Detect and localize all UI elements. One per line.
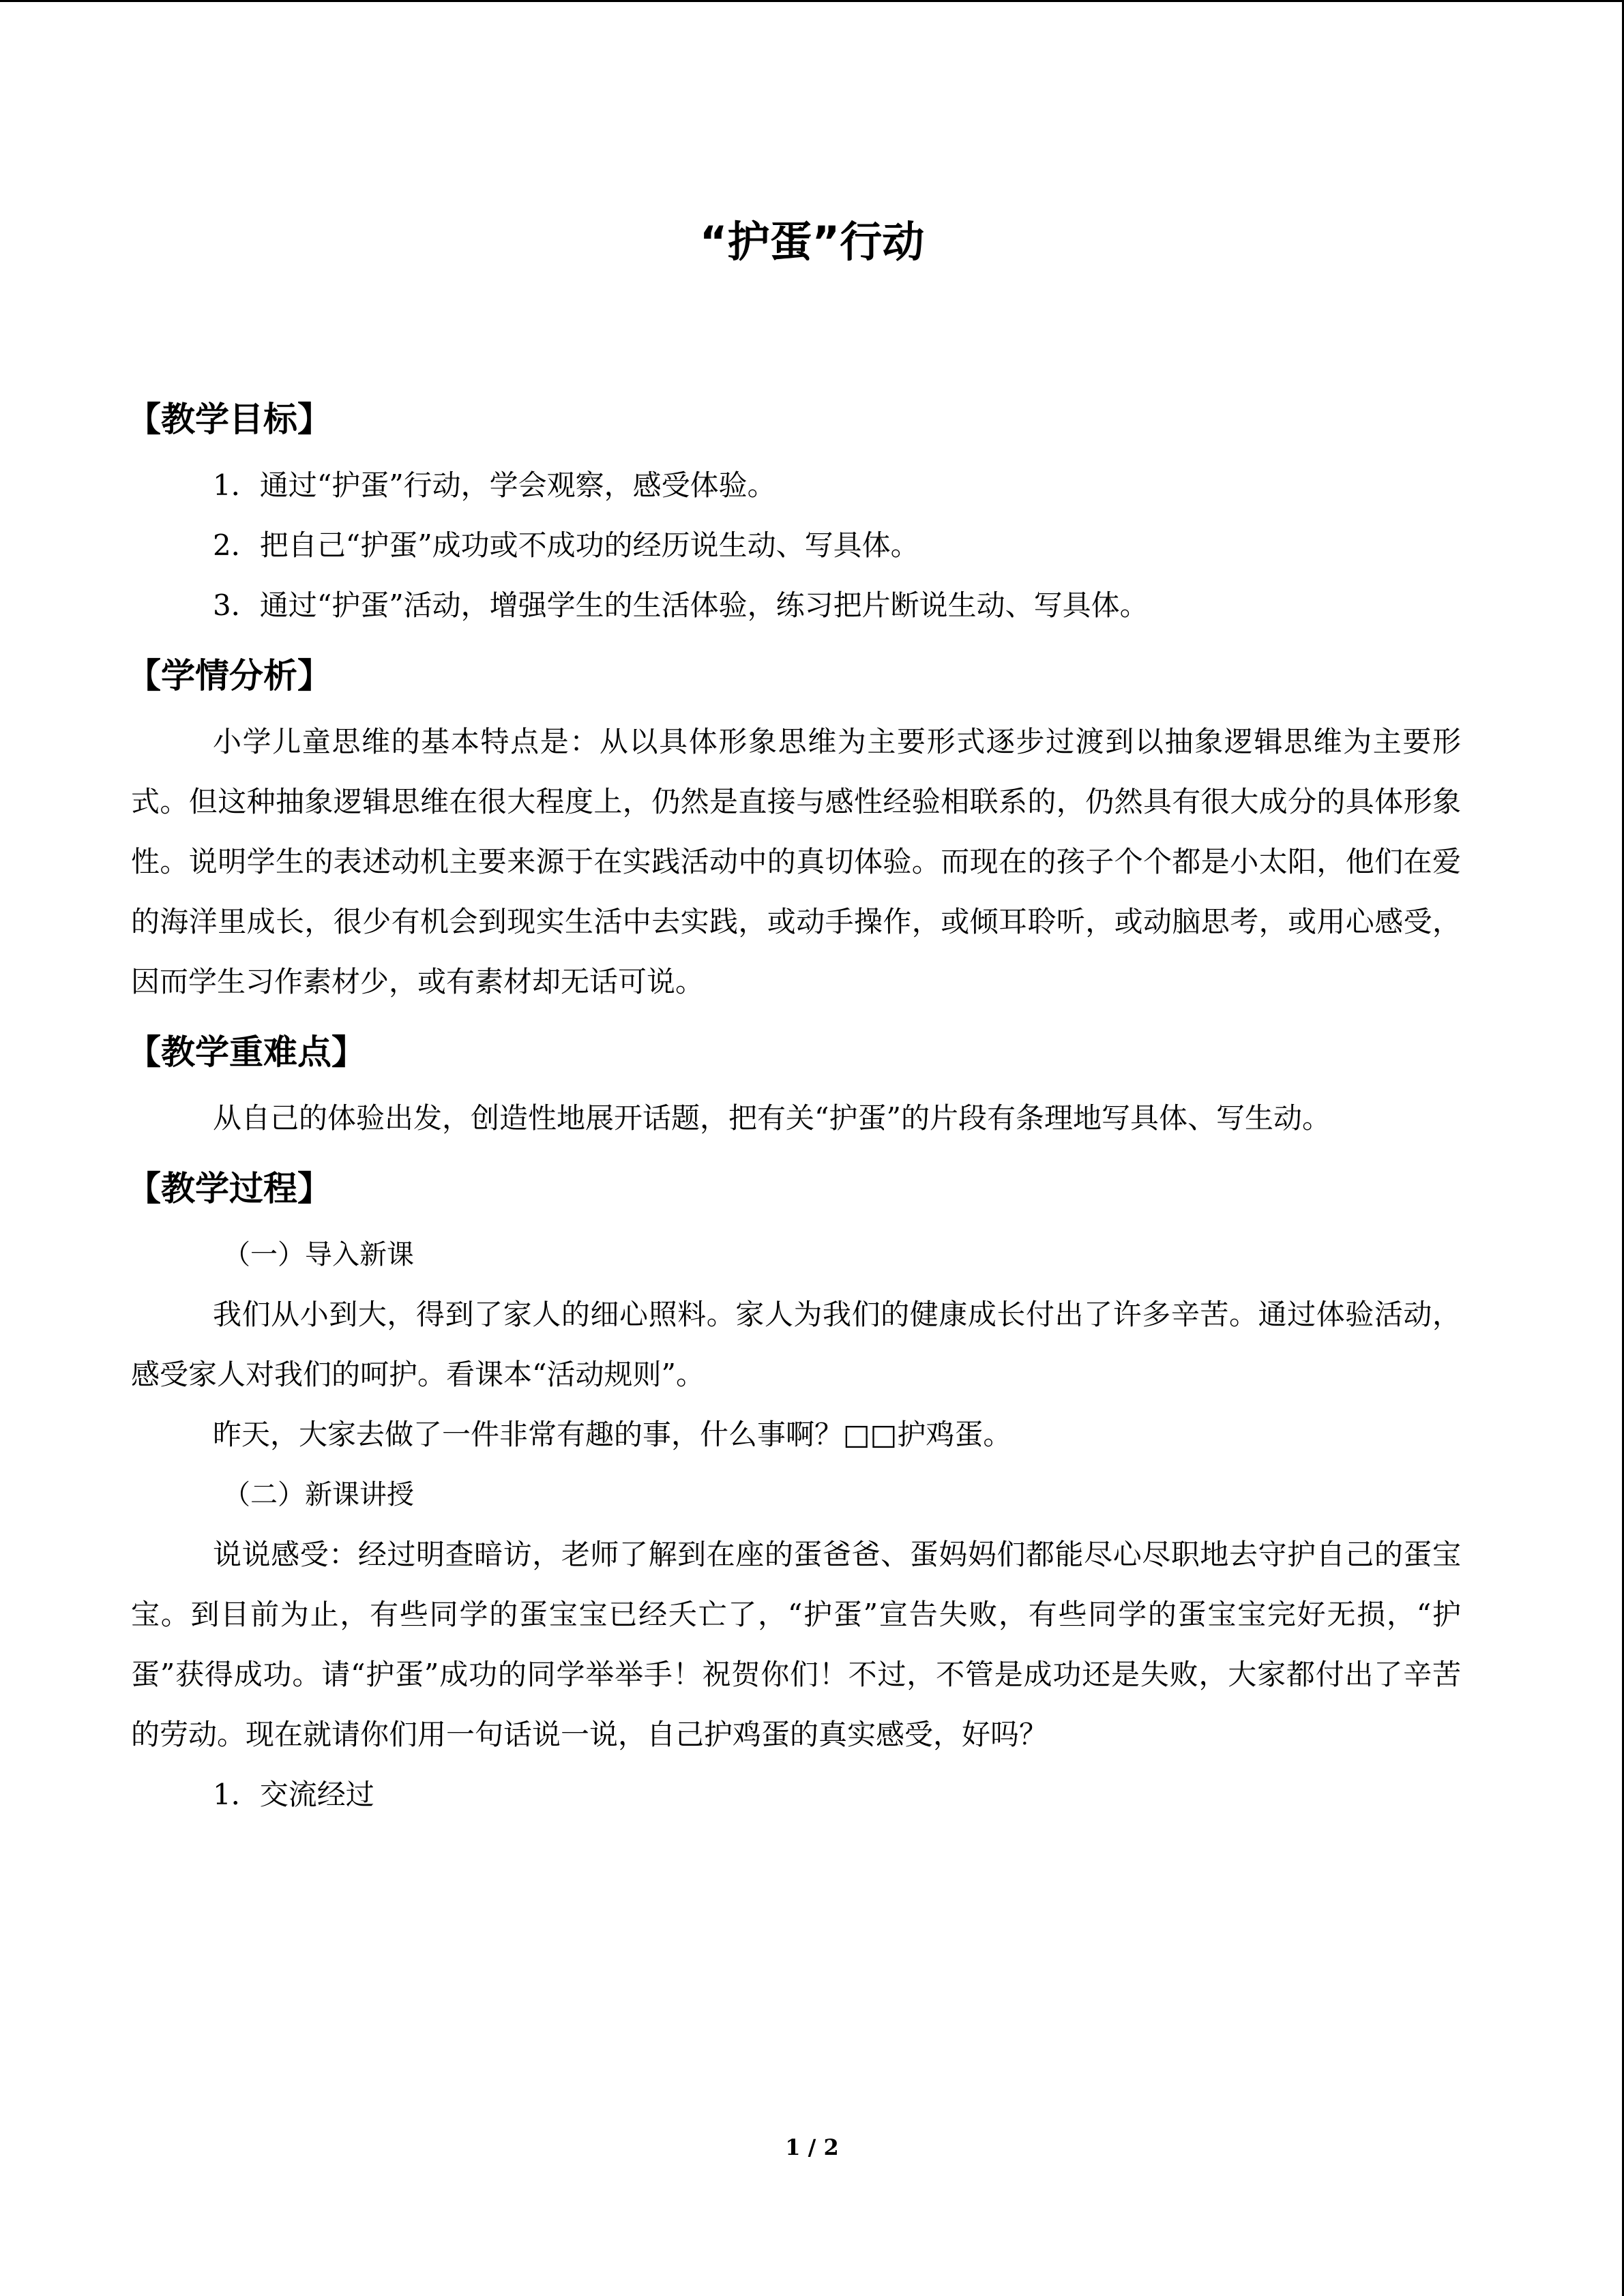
page-number: 1 / 2 [785, 2134, 839, 2160]
process-heading: 【教学过程】 [127, 1169, 331, 1208]
key-points-heading: 【教学重难点】 [127, 1032, 366, 1072]
part1-label: （一）导入新课 [223, 1239, 414, 1270]
objective-item: 2．把自己“护蛋”成功或不成功的经历说生动、写具体。 [213, 528, 919, 562]
part1-paragraph-1: 我们从小到大，得到了家人的细心照料。家人为我们的健康成长付出了许多辛苦。通过体验活动，感受家人对我们的呵护。看课本“活动规则”。 [131, 1298, 1461, 1391]
analysis-paragraph: 小学儿童思维的基本特点是：从以具体形象思维为主要形式逐步过渡到以抽象逻辑思维为主要形式。但这种抽象逻辑思维在很大程度上，仍然是直接与感性经验相联系的，仍然具有很大成分的具体形象性。说明学生的表述动机主要来源于在实践活动中的真切体验。而现在的孩子个个都是小太阳，他们在爱的海洋里成长，很少有机会到现实生活中去实践，或动手操作，或倾耳聆听，或动脑思考，或用心感受，因而学生习作素材少，或有素材却无话可说。 [131, 725, 1461, 998]
document-body [127, 389, 1461, 1834]
objectives-heading: 【教学目标】 [127, 400, 331, 439]
page-title: “护蛋”行动 [699, 217, 925, 267]
key-points-paragraph: 从自己的体验出发，创造性地展开话题，把有关“护蛋”的片段有条理地写具体、写生动。 [213, 1101, 1331, 1135]
page-border-top [0, 0, 1624, 2]
objectives-list [131, 456, 1461, 636]
part2-paragraph-1: 说说感受：经过明查暗访，老师了解到在座的蛋爸爸、蛋妈妈们都能尽心尽职地去守护自己的蛋宝宝。到目前为止，有些同学的蛋宝宝已经夭亡了，“护蛋”宣告失败，有些同学的蛋宝宝完好无损，“护蛋”获得成功。请“护蛋”成功的同学举举手！祝贺你们！不过，不管是成功还是失败，大家都付出了辛苦的劳动。现在就请你们用一句话说一说，自己护鸡蛋的真实感受，好吗？ [131, 1538, 1461, 1751]
analysis-heading: 【学情分析】 [127, 656, 331, 696]
part1-paragraph-2: 昨天，大家去做了一件非常有趣的事，什么事啊？□□护鸡蛋。 [213, 1418, 1012, 1451]
step1-label: 1．交流经过 [213, 1778, 374, 1811]
objective-item: 3．通过“护蛋”活动，增强学生的生活体验，练习把片断说生动、写具体。 [213, 588, 1149, 622]
part2-label: （二）新课讲授 [223, 1479, 414, 1510]
objective-item: 1．通过“护蛋”行动，学会观察，感受体验。 [213, 468, 776, 502]
